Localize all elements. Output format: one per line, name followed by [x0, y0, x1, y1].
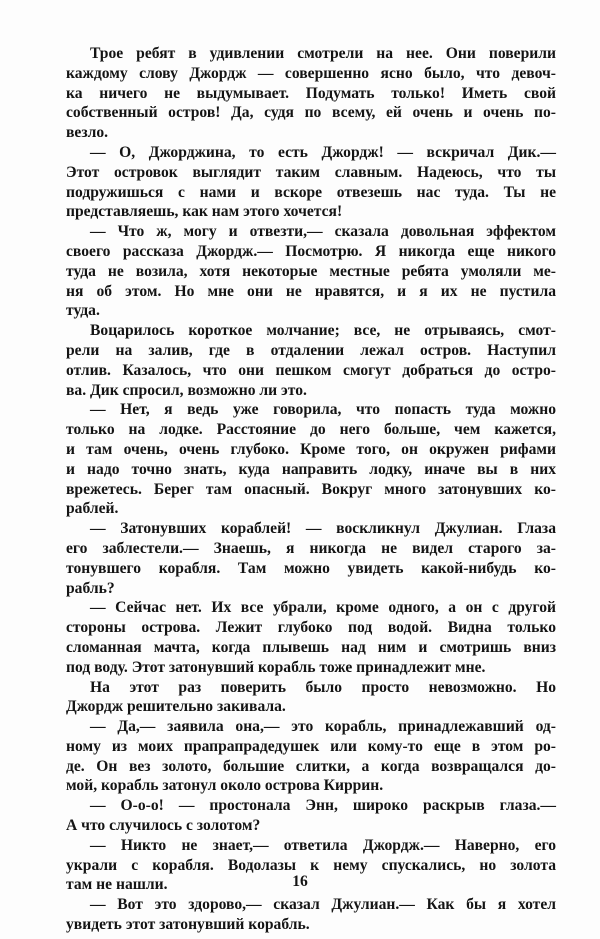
text-line: врежетесь. Берег там опасный. Вокруг много затонувших ко- [66, 480, 556, 498]
text-line: Трое ребят в удивлении смотрели на нее. Они поверили [90, 45, 556, 62]
text-line: его заблестели.— Знаешь, я никогда не видел старого за- [66, 539, 556, 557]
text-line: де. Он вез золото, большие слитки, а когда возвращался до- [66, 757, 556, 775]
text-line: — Вот это здорово,— сказал Джулиан.— Как бы я хотел [90, 896, 556, 914]
text-line: А что случилось с золотом? [66, 817, 261, 835]
text-line: и там очень, очень глубоко. Кроме того, он окружен рифами [66, 440, 556, 458]
text-line: представляешь, как нам этого хочется! [66, 203, 343, 221]
text-line: ва. Дик спросил, возможно ли это. [66, 381, 307, 399]
text-line: туда не возила, хотя некоторые местные ребята умоляли ме- [66, 262, 556, 280]
text-line: и надо точно знать, куда направить лодку, иначе вы в них [66, 460, 556, 478]
text-line: отлив. Казалось, что они пешком смогут добраться до остро- [66, 361, 556, 379]
text-line: тонувшего корабля. Там можно увидеть какой-нибудь ко- [66, 559, 556, 577]
text-line: своего рассказа Джордж.— Посмотрю. Я никогда еще никого [66, 242, 556, 260]
text-line: ня об этом. Но мне они не нравятся, и я их не пустила [66, 282, 556, 300]
text-line: там не нашли. [66, 876, 168, 894]
page-number: 16 [292, 873, 308, 890]
text-line: раблей. [66, 500, 119, 518]
text-line: Этот островок выглядит таким славным. Надеюсь, что ты [66, 163, 556, 181]
text-line: — Затонувших кораблей! — воскликнул Джулиан. Глаза [90, 520, 556, 538]
text-line: На этот раз поверить было просто невозможно. Но [90, 678, 556, 696]
text-line: Джордж решительно закивала. [66, 698, 286, 716]
text-line: рабль? [66, 579, 115, 597]
text-line: — Что ж, могу и отвезти,— сказала довольная эффектом [90, 223, 556, 241]
text-line: — Да,— заявила она,— это корабль, принадлежавший од- [90, 718, 556, 736]
text-line: — Сейчас нет. Их все убрали, кроме одного, а он с другой [90, 599, 556, 617]
text-line: везло. [66, 124, 109, 142]
text-line: — О-о-о! — простонала Энн, широко раскрыв глаза.— [90, 797, 556, 815]
text-line: мой, корабль затонул около острова Киррин. [66, 777, 384, 795]
text-line: — Нет, я ведь уже говорила, что попасть туда можно [90, 401, 556, 419]
text-line: рели на залив, где в отдалении лежал остров. Наступил [66, 341, 556, 359]
text-line: собственный остров! Да, судя по всему, ей очень и очень по- [66, 104, 556, 122]
text-line: туда. [66, 302, 100, 320]
text-line: подружишься с нами и вскоре отвезешь нас туда. Ты не [66, 183, 556, 201]
text-line: ному из моих прапрапрадедушек или кому-то еще в этом ро- [66, 737, 556, 755]
text-line: каждому слову Джордж — совершенно ясно было, что девоч- [66, 64, 556, 82]
text-line: сломанная мачта, когда плывешь над ним и смотришь вниз [66, 638, 556, 656]
text-line: украли с корабля. Водолазы к нему спускались, но золота [66, 856, 556, 874]
text-line: увидеть этот затонувший корабль. [66, 916, 310, 934]
text-line: Воцарилось короткое молчание; все, не отрываясь, смот- [90, 322, 556, 340]
text-line: под воду. Этот затонувший корабль тоже принадлежит мне. [66, 658, 486, 676]
text-line: — Никто не знает,— ответила Джордж.— Наверно, его [90, 836, 556, 854]
body-text [66, 44, 556, 935]
text-line: ка ничего не выдумывает. Подумать только! Иметь свой [66, 84, 556, 102]
text-line: — О, Джорджина, то есть Джордж! — вскричал Дик.— [90, 143, 556, 161]
text-line: только на лодке. Расстояние до него больше, чем кажется, [66, 421, 556, 439]
text-line: стороны острова. Лежит глубоко под водой. Видна только [66, 619, 556, 637]
